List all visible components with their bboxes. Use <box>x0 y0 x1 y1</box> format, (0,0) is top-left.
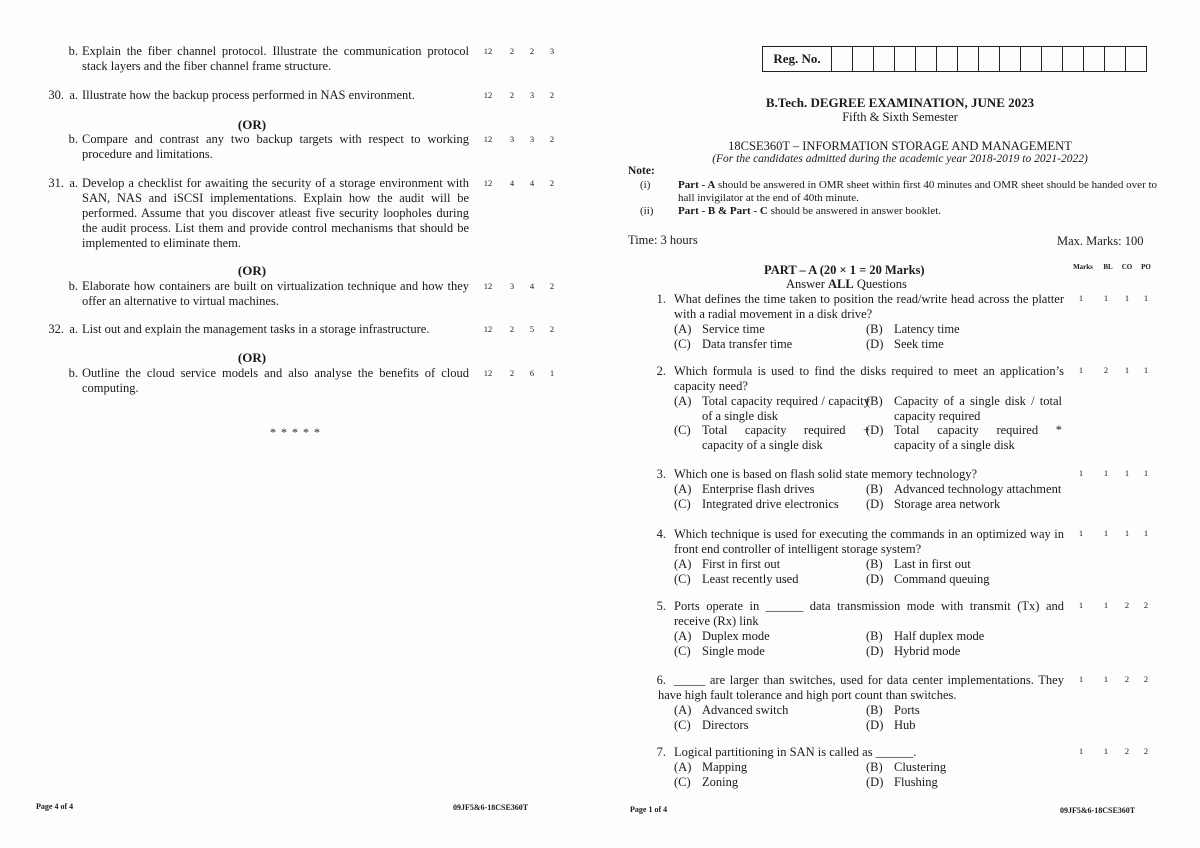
mcq-option <box>674 394 870 424</box>
mcq-number: 3. <box>656 467 666 481</box>
question-part: a. <box>69 176 78 190</box>
option-text: First in first out <box>702 557 781 571</box>
option-text: Advanced switch <box>702 703 789 717</box>
bl-value: 1 <box>1103 600 1109 610</box>
option-letter: (A) <box>674 557 692 571</box>
option-text: Capacity of a single disk / total capacity required <box>894 394 1062 423</box>
mcq-number: 4. <box>656 527 666 541</box>
option-text: Least recently used <box>702 572 799 586</box>
right-page <box>600 0 1200 848</box>
co-value: 5 <box>529 324 535 334</box>
mcq-option <box>674 572 864 602</box>
mcq-text: Which one is based on flash solid state memory technology? <box>674 467 978 481</box>
option-text: Total capacity required + capacity of a single disk <box>702 423 870 452</box>
po-value: 2 <box>549 281 555 291</box>
po-value: 3 <box>549 46 555 56</box>
mcq-option <box>866 572 1056 602</box>
bl-value: 4 <box>509 178 515 188</box>
mcq-text: Which technique is used for executing the commands in an optimized way in front end controller of intelligent storage system? <box>674 527 1064 556</box>
option-text: Single mode <box>702 644 765 658</box>
option-text: Storage area network <box>894 497 1001 511</box>
option-letter: (A) <box>674 394 692 408</box>
marks-value: 1 <box>1078 746 1084 756</box>
option-letter: (C) <box>674 775 691 789</box>
option-text: Data transfer time <box>702 337 793 351</box>
question-text: Outline the cloud service models and also analyse the benefits of cloud computing. <box>82 366 469 395</box>
mcq-option <box>674 718 864 748</box>
po-value: 1 <box>1143 293 1149 303</box>
bl-value: 3 <box>509 281 515 291</box>
option-text: Service time <box>702 322 765 336</box>
option-text: Half duplex mode <box>894 629 985 643</box>
option-text: Latency time <box>894 322 960 336</box>
option-letter: (C) <box>674 337 691 351</box>
left-footer-code: 09JF5&6-18CSE360T <box>453 803 529 812</box>
po-value: 1 <box>1143 528 1149 538</box>
option-text: Total capacity required / capacity of a single disk <box>702 394 870 423</box>
col-po: PO <box>1141 263 1151 271</box>
option-text: Integrated drive electronics <box>702 497 839 511</box>
bl-value: 2 <box>1103 365 1109 375</box>
mcq-text: Which formula is used to find the disks required to meet an application’s capacity need? <box>674 364 1064 393</box>
note-body: should be answered in OMR sheet within first 40 minutes and OMR sheet should be handed over to hall invigilator at the end of 40th minute. <box>678 179 1158 204</box>
question-part: b. <box>68 279 78 293</box>
bl-value: 2 <box>509 368 515 378</box>
co-value: 1 <box>1124 468 1130 478</box>
option-letter: (A) <box>674 703 692 717</box>
course-title: 18CSE360T – INFORMATION STORAGE AND MANAGEMENT <box>728 139 1072 153</box>
option-letter: (B) <box>866 703 883 717</box>
po-value: 2 <box>1143 600 1149 610</box>
semester: Fifth & Sixth Semester <box>842 110 958 124</box>
option-letter: (B) <box>866 482 883 496</box>
note-body: should be answered in answer booklet. <box>767 205 942 217</box>
question-text: Illustrate how the backup process performed in NAS environment. <box>82 88 415 102</box>
option-text: Clustering <box>894 760 947 774</box>
option-letter: (D) <box>866 337 884 351</box>
co-value: 1 <box>1124 365 1130 375</box>
col-co: CO <box>1121 263 1133 271</box>
end-stars: * * * * * <box>270 425 321 439</box>
po-value: 2 <box>549 90 555 100</box>
bl-value: 3 <box>509 134 515 144</box>
or-label: (OR) <box>237 350 267 365</box>
option-text: Command queuing <box>894 572 990 586</box>
marks-value: 1 <box>1078 468 1084 478</box>
mcq-text: Ports operate in ______ data transmission mode with transmit (Tx) and receive (Rx) link <box>674 599 1064 628</box>
marks-value: 1 <box>1078 528 1084 538</box>
answer-all: Answer ALL Questions <box>786 277 907 291</box>
mcq-number: 6. <box>656 673 666 687</box>
note-number: (i) <box>640 179 651 191</box>
note-bold: Part - B & Part - C <box>678 205 768 217</box>
option-text: Advanced technology attachment <box>894 482 1062 496</box>
question-number: 31. <box>48 176 64 190</box>
marks-value: 12 <box>483 46 493 56</box>
co-value: 4 <box>529 178 535 188</box>
option-letter: (B) <box>866 760 883 774</box>
reg-no-label: Reg. No. <box>763 47 832 72</box>
option-text: Mapping <box>702 760 748 774</box>
bl-value: 1 <box>1103 468 1109 478</box>
question-part: a. <box>69 88 78 102</box>
col-bl: BL <box>1103 263 1113 271</box>
right-footer-code: 09JF5&6-18CSE360T <box>1060 806 1136 815</box>
mcq-option <box>866 775 1056 805</box>
mcq-option <box>674 423 870 453</box>
option-text: Total capacity required * capacity of a single disk <box>894 423 1062 452</box>
option-letter: (A) <box>674 629 692 643</box>
marks-value: 1 <box>1078 600 1084 610</box>
co-value: 3 <box>529 90 535 100</box>
po-value: 2 <box>549 178 555 188</box>
po-value: 2 <box>1143 674 1149 684</box>
option-letter: (A) <box>674 322 692 336</box>
co-value: 1 <box>1124 528 1130 538</box>
option-letter: (C) <box>674 423 691 437</box>
question-number: 30. <box>48 88 64 102</box>
co-value: 2 <box>1124 746 1130 756</box>
left-footer-page: Page 4 of 4 <box>36 802 74 811</box>
po-value: 1 <box>1143 468 1149 478</box>
mcq-option <box>866 337 1056 367</box>
question-part: b. <box>68 44 78 58</box>
mcq-option <box>866 497 1056 527</box>
option-letter: (D) <box>866 497 884 511</box>
question-part: b. <box>68 366 78 380</box>
col-marks: Marks <box>1073 263 1093 271</box>
po-value: 2 <box>1143 746 1149 756</box>
marks-value: 12 <box>483 281 493 291</box>
question-part: b. <box>68 132 78 146</box>
exam-title: B.Tech. DEGREE EXAMINATION, JUNE 2023 <box>765 95 1035 110</box>
co-value: 2 <box>1124 674 1130 684</box>
or-label: (OR) <box>237 263 267 278</box>
option-letter: (B) <box>866 557 883 571</box>
note-text <box>678 179 1168 205</box>
option-letter: (A) <box>674 482 692 496</box>
option-letter: (C) <box>674 644 691 658</box>
marks-value: 1 <box>1078 674 1084 684</box>
part-a-title: PART – A (20 × 1 = 20 Marks) <box>764 263 925 277</box>
co-value: 2 <box>529 46 535 56</box>
mcq-option <box>866 423 1062 453</box>
option-text: Last in first out <box>894 557 971 571</box>
option-letter: (B) <box>866 394 883 408</box>
option-text: Zoning <box>702 775 739 789</box>
option-letter: (B) <box>866 322 883 336</box>
option-text: Enterprise flash drives <box>702 482 815 496</box>
question-part: a. <box>69 322 78 336</box>
mcq-option <box>674 775 864 805</box>
question-number: 32. <box>48 322 64 336</box>
bl-value: 1 <box>1103 746 1109 756</box>
option-letter: (C) <box>674 718 691 732</box>
time-label: Time: 3 hours <box>628 233 698 247</box>
po-value: 2 <box>549 324 555 334</box>
question-text: Explain the fiber channel protocol. Illustrate the communication protocol stack layers and the fiber channel frame structure. <box>82 44 469 73</box>
co-value: 2 <box>1124 600 1130 610</box>
bl-value: 2 <box>509 46 515 56</box>
mcq-number: 2. <box>656 364 666 378</box>
option-letter: (D) <box>866 644 884 658</box>
mcq-option <box>674 497 864 527</box>
co-value: 3 <box>529 134 535 144</box>
option-text: Hybrid mode <box>894 644 961 658</box>
option-text: Duplex mode <box>702 629 770 643</box>
admitted-note: (For the candidates admitted during the academic year 2018-2019 to 2021-2022) <box>712 153 1088 165</box>
mcq-text: _____ are larger than switches, used for data center implementations. They have high fault tolerance and high port count than switches. <box>658 673 1064 702</box>
mcq-option <box>866 394 1062 424</box>
mcq-option <box>674 644 864 674</box>
po-value: 1 <box>1143 365 1149 375</box>
option-letter: (C) <box>674 572 691 586</box>
mcq-text: What defines the time taken to position the read/write head across the platter with a radial movement in a disk drive? <box>674 292 1064 321</box>
mcq-number: 7. <box>656 745 666 759</box>
option-letter: (D) <box>866 572 884 586</box>
or-label: (OR) <box>237 117 267 132</box>
option-letter: (D) <box>866 775 884 789</box>
marks-value: 12 <box>483 90 493 100</box>
bl-value: 1 <box>1103 293 1109 303</box>
note-label: Note: <box>628 165 655 177</box>
option-letter: (C) <box>674 497 691 511</box>
right-footer-page: Page 1 of 4 <box>630 805 668 814</box>
marks-value: 12 <box>483 368 493 378</box>
bl-value: 1 <box>1103 674 1109 684</box>
marks-value: 12 <box>483 134 493 144</box>
question-text: Develop a checklist for awaiting the security of a storage environment with SAN, NAS and iSCSI implementations. Explain how the audit will be performed. Assume that you discover atleast five security loopholes during the audit process. List them and provide control mechanisms that should be implemented to eliminate them. <box>82 176 469 250</box>
option-text: Flushing <box>894 775 938 789</box>
co-value: 1 <box>1124 293 1130 303</box>
option-text: Hub <box>894 718 916 732</box>
option-letter: (B) <box>866 629 883 643</box>
bl-value: 2 <box>509 324 515 334</box>
mcq-option <box>866 718 1056 748</box>
note-bold: Part - A <box>678 179 716 191</box>
question-text: List out and explain the management tasks in a storage infrastructure. <box>82 322 430 336</box>
mcq-option <box>674 337 864 367</box>
co-value: 6 <box>529 368 535 378</box>
mcq-number: 1. <box>656 292 666 306</box>
mcq-text: Logical partitioning in SAN is called as ______. <box>674 745 917 759</box>
marks-value: 1 <box>1078 293 1084 303</box>
option-letter: (D) <box>866 423 884 437</box>
marks-value: 1 <box>1078 365 1084 375</box>
reg-no-box <box>762 46 1147 72</box>
po-value: 2 <box>549 134 555 144</box>
marks-value: 12 <box>483 178 493 188</box>
option-text: Seek time <box>894 337 944 351</box>
mcq-option <box>866 644 1056 674</box>
co-value: 4 <box>529 281 535 291</box>
max-marks-label: Max. Marks: 100 <box>1057 234 1144 248</box>
question-text: Compare and contrast any two backup targets with respect to working procedure and limitations. <box>82 132 469 161</box>
option-text: Ports <box>894 703 920 717</box>
po-value: 1 <box>549 368 555 378</box>
mcq-number: 5. <box>656 599 666 613</box>
note-number: (ii) <box>640 205 654 217</box>
marks-value: 12 <box>483 324 493 334</box>
bl-value: 1 <box>1103 528 1109 538</box>
bl-value: 2 <box>509 90 515 100</box>
option-letter: (A) <box>674 760 692 774</box>
note-text <box>678 205 1168 218</box>
question-text: Elaborate how containers are built on virtualization technique and how they offer an alternative to virtual machines. <box>82 279 469 308</box>
option-letter: (D) <box>866 718 884 732</box>
option-text: Directors <box>702 718 749 732</box>
